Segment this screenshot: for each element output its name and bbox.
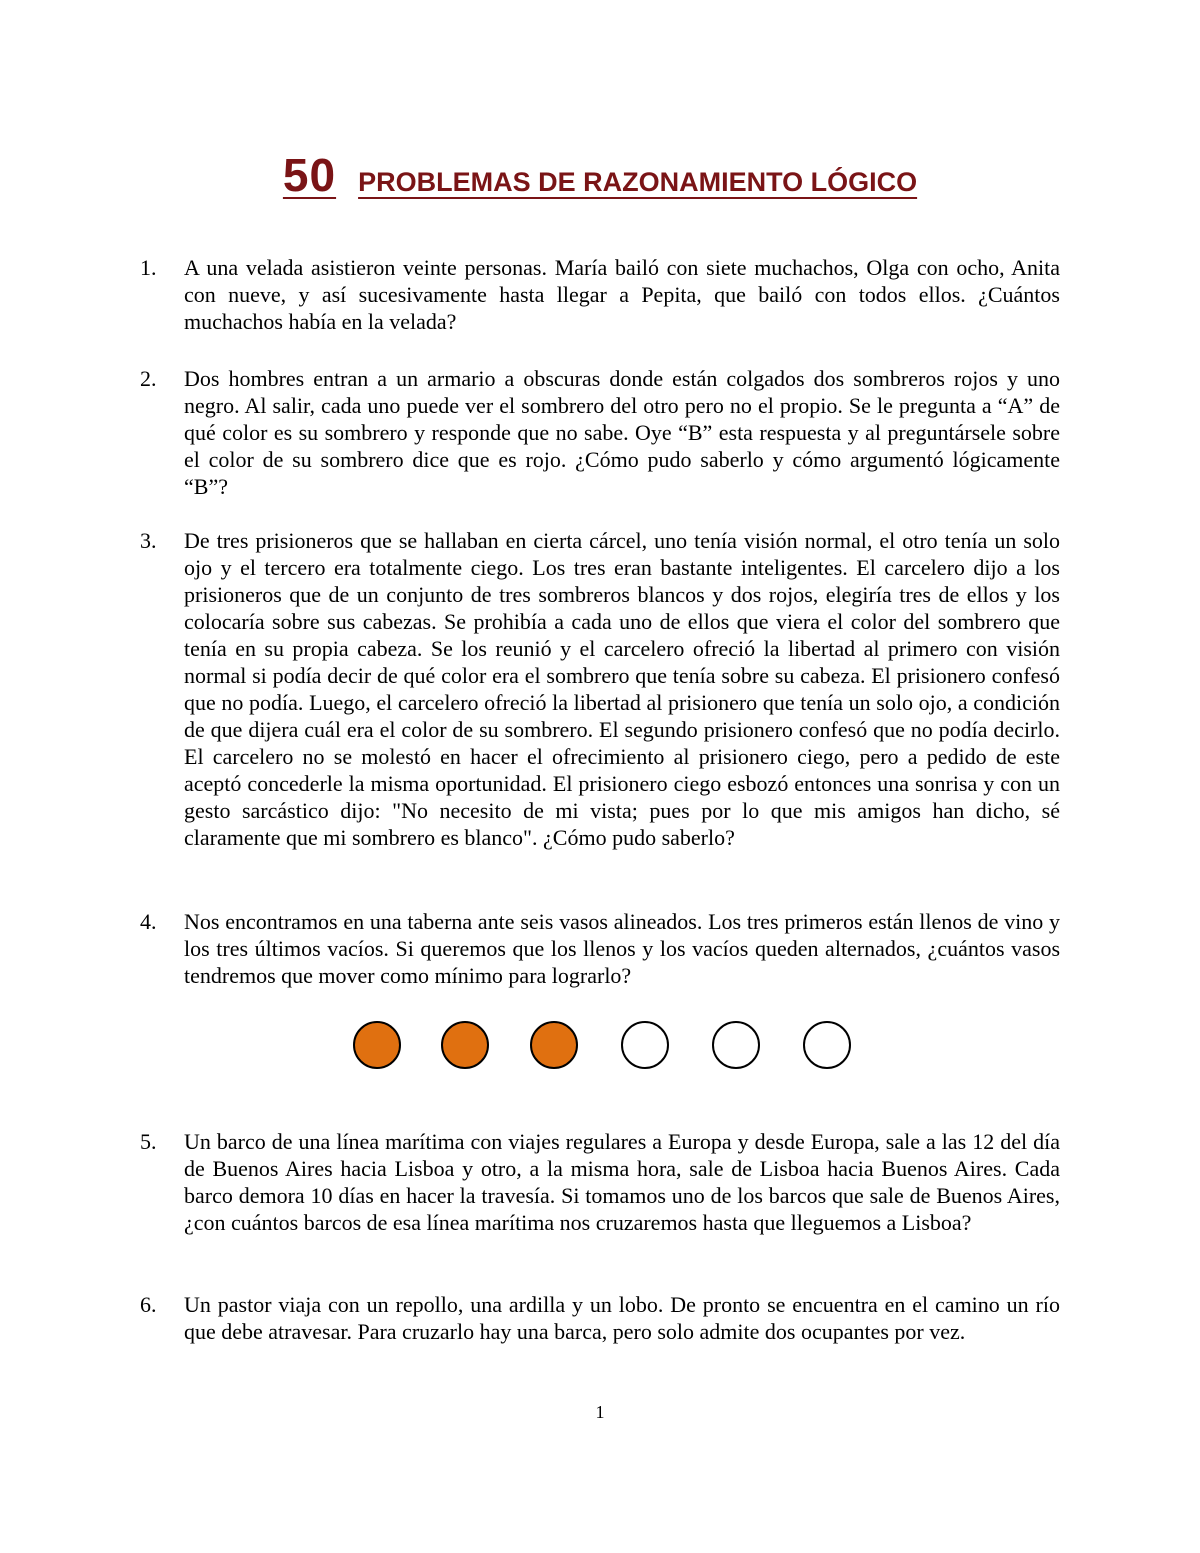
glass-6 (803, 1021, 851, 1069)
problem-number: 6. (140, 1292, 157, 1317)
problem-item (140, 1128, 1060, 1236)
problem-number: 4. (140, 909, 157, 934)
title-number: 50 (282, 149, 337, 201)
problem-text: Nos encontramos en una taberna ante seis vasos alineados. Los tres primeros están llenos de vino y los tres últimos vacíos. Si queremos que los llenos y los vacíos queden alternados, ¿cuántos vasos tendremos que mover como mínimo para lograrlo? (184, 909, 1060, 988)
problem-item (140, 1291, 1060, 1345)
problem-text: A una velada asistieron veinte personas. María bailó con siete muchachos, Olga con ocho, Anita con nueve, y así sucesivamente hasta llegar a Pepita, que bailó con todos ellos. ¿Cuántos muchachos había en la velada? (184, 255, 1060, 334)
problem-number: 3. (140, 528, 157, 553)
glass-4 (621, 1021, 669, 1069)
page-number: 1 (595, 1402, 605, 1422)
glasses-illustration (353, 1021, 863, 1077)
glass-2 (441, 1021, 489, 1069)
problem-text: Un barco de una línea marítima con viajes regulares a Europa y desde Europa, sale a las 12 del día de Buenos Aires hacia Lisboa y otro, a la misma hora, sale de Lisboa hacia Buenos Aires. Cada barco demora 10 días en hacer la travesía. Si tomamos uno de los barcos que sale de Buenos Aires, ¿con cuántos barcos de esa línea marítima nos cruzaremos hasta que lleguemos a Lisboa? (184, 1129, 1060, 1235)
problem-text: Dos hombres entran a un armario a obscuras donde están colgados dos sombreros rojos y uno negro. Al salir, cada uno puede ver el sombrero del otro pero no el propio. Se le pregunta a “A” de qué color es su sombrero y responde que no sabe. Oye “B” esta respuesta y al preguntársele sobre el color de su sombrero dice que es rojo. ¿Cómo pudo saberlo y cómo argumentó lógicamente “B”? (184, 366, 1060, 499)
problem-item (140, 254, 1060, 335)
problem-number: 2. (140, 366, 157, 391)
problem-item (140, 365, 1060, 500)
glass-3 (530, 1021, 578, 1069)
problem-item (140, 527, 1060, 851)
problem-number: 1. (140, 255, 157, 280)
title-line (283, 148, 917, 202)
problem-text: Un pastor viaja con un repollo, una ardilla y un lobo. De pronto se encuentra en el camino un río que debe atravesar. Para cruzarlo hay una barca, pero solo admite dos ocupantes por vez. (184, 1292, 1060, 1344)
title-text: PROBLEMAS DE RAZONAMIENTO LÓGICO (358, 167, 918, 197)
problem-number: 5. (140, 1129, 157, 1154)
problem-text: De tres prisioneros que se hallaban en cierta cárcel, uno tenía visión normal, el otro tenía un solo ojo y el tercero era totalmente ciego. Los tres eran bastante inteligentes. El carcelero dijo a los prisioneros que de un conjunto de tres sombreros blancos y dos rojos, elegiría tres de ellos y los colocaría sobre sus cabezas. Se prohibía a cada uno de ellos que viera el color del sombrero que tenía en su propia cabeza. Se los reunió y el carcelero ofreció la libertad al primero con visión normal si podía decir de qué color era el sombrero que tenía sobre su cabeza. El prisionero confesó que no podía. Luego, el carcelero ofreció la libertad al prisionero que tenía un solo ojo, a condición de que dijera cuál era el color de su sombrero. El segundo prisionero confesó que no podía decirlo. El carcelero no se molestó en hacer el ofrecimiento al prisionero ciego, pero a pedido de este aceptó concederle la misma oportunidad. El prisionero ciego esbozó entonces una sonrisa y con un gesto sarcástico dijo: "No necesito de mi vista; pues por lo que mis amigos han dicho, sé claramente que mi sombrero es blanco". ¿Cómo pudo saberlo? (184, 528, 1060, 850)
glass-5 (712, 1021, 760, 1069)
problem-item (140, 908, 1060, 989)
document-title (0, 148, 1200, 202)
glass-1 (353, 1021, 401, 1069)
